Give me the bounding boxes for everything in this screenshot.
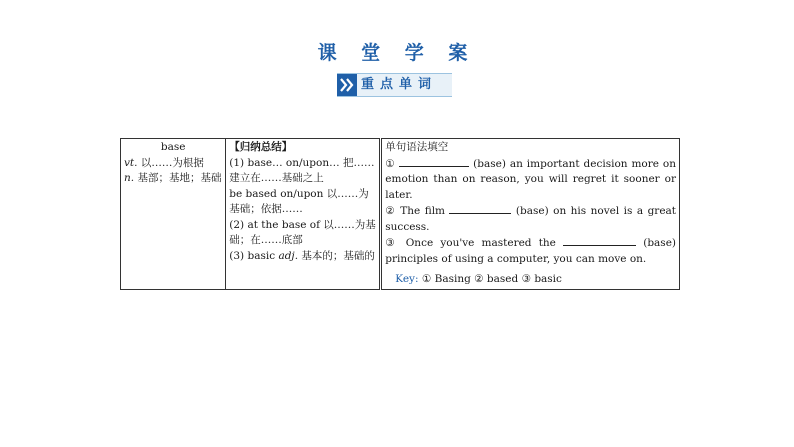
sense-pos: vt. <box>124 156 138 169</box>
exercise-text: The film <box>395 205 450 217</box>
exercise-heading: 单句语法填空 <box>385 141 449 153</box>
key-label: Key: <box>395 273 419 285</box>
summary-line <box>229 249 376 265</box>
section-badge-label: 重点单词 <box>361 77 438 92</box>
summary-line3-prefix: (3) basic <box>229 249 279 262</box>
summary-cell <box>226 139 381 290</box>
summary-line: (2) at the base of 以……为基础；在……底部 <box>229 218 376 246</box>
exercise-text: (base) principles of using a computer, you can move on. <box>385 237 677 265</box>
headword: base <box>160 141 186 153</box>
key-answers: ① Basing ② based ③ basic <box>421 273 562 285</box>
exercise-text: (base) on his novel is a great success. <box>385 205 677 233</box>
answer-blank <box>449 203 511 214</box>
double-chevron-right-icon <box>337 74 357 96</box>
exercise-cell <box>381 139 680 290</box>
table-row <box>121 139 680 290</box>
sense-meaning: 以……为根据 <box>140 156 204 169</box>
exercise-text: Once you've mastered the <box>398 237 564 249</box>
exercise-num: ① <box>385 157 396 170</box>
section-badge <box>337 73 452 97</box>
exercise-num: ② <box>385 205 396 217</box>
summary-line: be based on/upon 以……为基础；依据…… <box>229 187 369 215</box>
exercise-num: ③ <box>385 237 399 249</box>
summary-line3-pos: adj. <box>278 249 299 262</box>
exercise-text: (base) an important decision more on emotion than on reason, you will regret it sooner or later. <box>385 157 676 201</box>
exercise-item <box>385 203 676 235</box>
sense-pos: n. <box>124 172 135 184</box>
sense-meaning: 基部；基地；基础 <box>137 172 222 184</box>
exercise-item <box>385 235 676 267</box>
summary-heading: 【归纳总结】 <box>229 141 293 153</box>
answer-blank <box>563 235 636 246</box>
answer-blank <box>399 156 469 167</box>
page-title: 课 堂 学 案 <box>317 42 477 64</box>
sense-1 <box>124 156 222 172</box>
answer-key <box>385 272 676 288</box>
summary-line: (1) base… on/upon… 把……建立在……基础之上 <box>229 156 375 184</box>
summary-line3-meaning: 基本的；基础的 <box>298 249 375 262</box>
vocab-table <box>120 138 680 290</box>
sense-2 <box>124 171 222 187</box>
word-cell <box>121 139 226 290</box>
exercise-item <box>385 156 676 204</box>
